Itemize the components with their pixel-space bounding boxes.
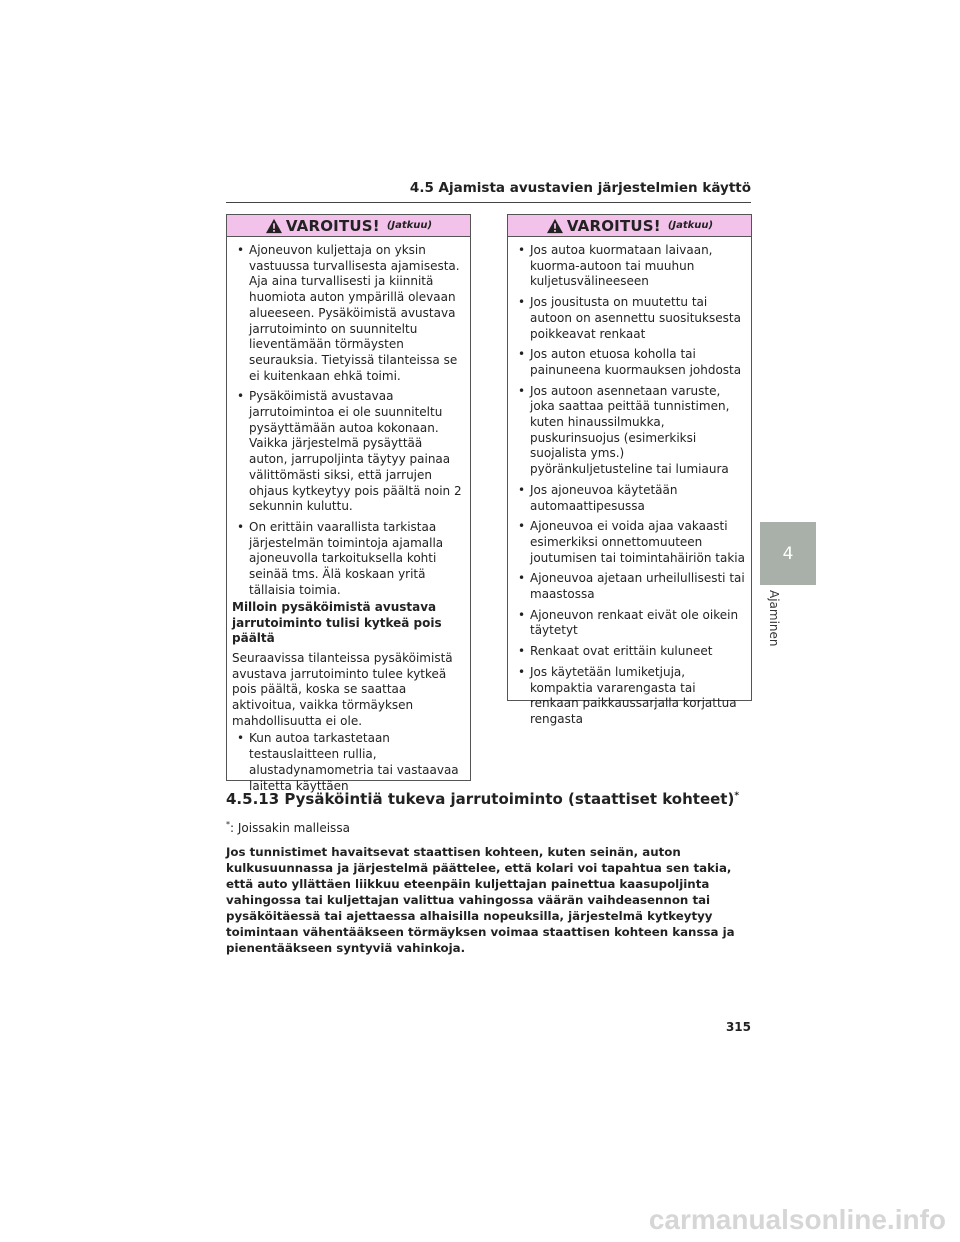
- warning-header: [508, 215, 751, 237]
- watermark: carmanualsonline.info: [648, 1204, 946, 1235]
- warning-header: [227, 215, 470, 237]
- warning-box-right: [507, 214, 752, 726]
- list-item: • Jos jousitusta on muutettu tai autoon on asennettu suosituksesta poikkeavat renkaat: [514, 295, 745, 342]
- list-item: • Ajoneuvon kuljettaja on yksin vastuussa turvallisesta ajamisesta. Aja aina turvallisesti ja kiinnitä huomiota auton ympärillä olevaan alueeseen. Pysäköimistä avustava jarrutoiminto on suunniteltu lieventämään törmäysten seurauksia. Tietyissä tilanteissa se ei kuitenkaan ehkä toimi.: [233, 243, 464, 384]
- warning-title: VAROITUS!: [285, 216, 380, 235]
- page-header: 4.5 Ajamista avustavien järjestelmien käyttö: [226, 180, 751, 203]
- list-item: • Ajoneuvoa ei voida ajaa vakaasti esimerkiksi onnettomuuteen joutumisen tai toimintahäiriön takia: [514, 519, 745, 566]
- list-item: • Jos autoa kuormataan laivaan, kuorma-autoon tai muuhun kuljetusvälineeseen: [514, 243, 745, 290]
- list-item: • Kun autoa tarkastetaan testauslaitteen rullia, alustadynamometria tai vastaavaa laitetta käyttäen: [233, 731, 464, 794]
- list-item: • Ajoneuvon renkaat eivät ole oikein täytetyt: [514, 608, 745, 639]
- list-item: • Ajoneuvoa ajetaan urheilullisesti tai maastossa: [514, 571, 745, 602]
- list-item: • Pysäköimistä avustavaa jarrutoimintoa ei ole suunniteltu pysäyttämään autoa kokonaan. Vaikka järjestelmä pysäyttää auton, jarrupoljinta täytyy painaa välittömästi siksi, että jarrujen ohjaus kytkeytyy pois päältä noin 2 sekunnin kuluttu.: [233, 389, 464, 515]
- warning-triangle-icon: [546, 218, 564, 234]
- paragraph: Seuraavissa tilanteissa pysäköimistä avustava jarrutoiminto tulee kytkeä pois päältä, koska se saattaa aktivoitua, vaikka törmäyksen mahdollisuutta ei ole.: [232, 650, 453, 728]
- warning-box-left: [226, 214, 471, 793]
- list-item: • Jos autoon asennetaan varuste, joka saattaa peittää tunnistimen, kuten hinaussilmukka, puskurinsuojus (esimerkiksi suojalista yms.) pyöränkuljetusteline tai lumiaura: [514, 384, 745, 478]
- warning-continued: (Jatkuu): [386, 220, 433, 231]
- subheading: Milloin pysäköimistä avustava jarrutoiminto tulisi kytkeä pois päältä: [232, 600, 442, 646]
- list-item: • Renkaat ovat erittäin kuluneet: [514, 644, 745, 660]
- warning-list-left: [233, 243, 464, 598]
- warning-triangle-icon: [265, 218, 283, 234]
- page-number: 315: [725, 1020, 751, 1034]
- list-item: • Jos käytetään lumiketjuja, kompaktia vararengasta tai renkaan paikkaussarjalla korjattua rengasta: [514, 665, 745, 728]
- list-item: • Jos auton etuosa koholla tai painuneena kuormauksen johdosta: [514, 347, 745, 378]
- footnote-mark: *: [734, 791, 740, 801]
- warning-continued: (Jatkuu): [667, 220, 714, 231]
- chapter-tab: 4: [760, 522, 816, 585]
- warning-list-right: [514, 243, 745, 728]
- chapter-label: Ajaminen: [767, 590, 781, 647]
- list-item: • Jos ajoneuvoa käytetään automaattipesussa: [514, 483, 745, 514]
- warning-title: VAROITUS!: [566, 216, 661, 235]
- section-title: 4.5.13 Pysäköintiä tukeva jarrutoiminto (staattiset kohteet)*: [226, 790, 740, 808]
- footnote: *: Joissakin malleissa: [226, 820, 350, 835]
- list-item: • On erittäin vaarallista tarkistaa järjestelmän toimintoja ajamalla ajoneuvolla tarkoituksella kohti seinää tms. Älä koskaan yritä tällaisia toimia.: [233, 520, 464, 599]
- section-intro: Jos tunnistimet havaitsevat staattisen kohteen, kuten seinän, auton kulkusuunnassa ja järjestelmä päättelee, että kolari voi tapahtua sen takia, että auto yllättäen liikkuu eteenpäin kuljettajan painettua kaasupoljinta vahingossa tai kuljettajan valittua vahingossa väärän vaihdeasennon tai pysäköitäessä tai ajettaessa alhaisilla nopeuksilla, järjestelmä kytkeytyy toimintaan vähentääkseen törmäyksen voimaa staattisen kohteen kanssa ja pienentääkseen syntyviä vahinkoja.: [226, 845, 735, 955]
